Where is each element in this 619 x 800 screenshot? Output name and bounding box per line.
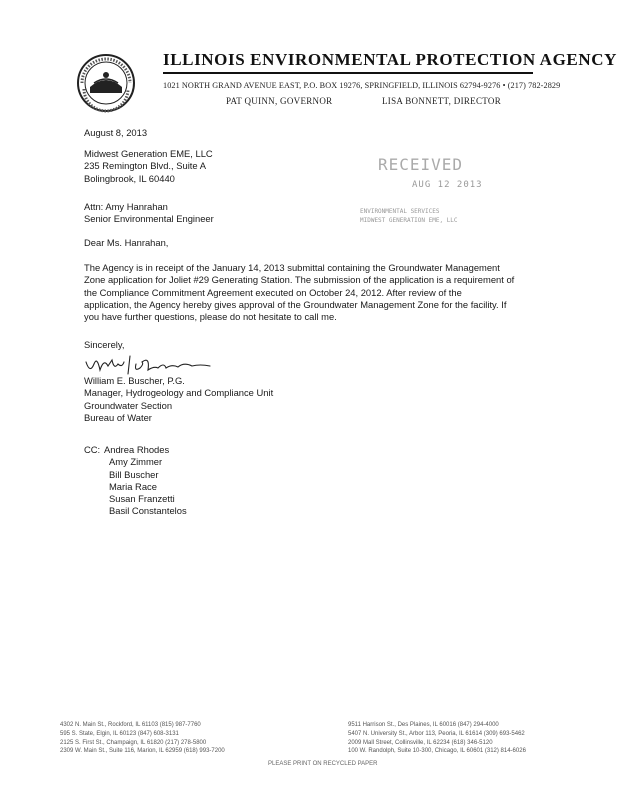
director-name: LISA BONNETT, DIRECTOR: [382, 96, 502, 106]
attention-block: [84, 201, 214, 226]
received-stamp-line: ENVIRONMENTAL SERVICES: [360, 208, 440, 215]
cc-list: [84, 444, 187, 517]
footer-office: 2309 W. Main St., Suite 116, Marion, IL 62959 (618) 993-7200: [60, 748, 225, 755]
footer-offices-right: [348, 721, 526, 756]
footer-office: 2125 S. First St., Champaign, IL 61820 (217) 278-5800: [60, 739, 207, 746]
footer-office: 9511 Harrison St., Des Plaines, IL 60016 (847) 294-4000: [348, 722, 499, 728]
recycled-paper-note: PLEASE PRINT ON RECYCLED PAPER: [268, 761, 378, 767]
letter-body: [84, 262, 544, 323]
body-line: Zone application for Joliet #29 Generating Station. The submission of the application is a requirement of: [84, 274, 515, 286]
cc-name: Maria Race: [109, 480, 157, 492]
recipient-street: 235 Remington Blvd., Suite A: [84, 160, 206, 172]
recipient-city: Bolingbrook, IL 60440: [84, 172, 175, 184]
attention-title: Senior Environmental Engineer: [84, 213, 214, 225]
body-line: The Agency is in receipt of the January 14, 2013 submittal containing the Groundwater Management: [84, 262, 500, 273]
cc-name: Andrea Rhodes: [104, 444, 170, 455]
footer-office: 4302 N. Main St., Rockford, IL 61103 (815) 987-7760: [60, 722, 201, 728]
received-stamp-title: RECEIVED: [378, 155, 464, 174]
recipient-company: Midwest Generation EME, LLC: [84, 148, 213, 159]
footer-office: 100 W. Randolph, Suite 10-300, Chicago, IL 60601 (312) 814-6026: [348, 748, 526, 755]
received-stamp-date: AUG 12 2013: [412, 180, 483, 190]
cc-name: Amy Zimmer: [109, 456, 163, 468]
signer-title: Manager, Hydrogeology and Compliance Unit: [84, 387, 274, 399]
body-line: the Compliance Commitment Agreement executed on October 24, 2012. After review of the: [84, 286, 462, 298]
signer-section: Groundwater Section: [84, 399, 173, 411]
received-stamp-lines: [360, 207, 458, 225]
attention-line: Attn: Amy Hanrahan: [84, 201, 168, 212]
illinois-epa-seal-icon: [76, 53, 136, 113]
closing: Sincerely,: [84, 339, 125, 350]
received-stamp-line: MIDWEST GENERATION EME, LLC: [360, 217, 458, 224]
cc-name: Susan Franzetti: [109, 493, 175, 505]
footer-office: 5407 N. University St., Arbor 113, Peoria, IL 61614 (309) 693-5462: [348, 730, 525, 737]
cc-name: Basil Constantelos: [109, 505, 187, 517]
cc-label: CC:: [84, 444, 101, 455]
agency-name: ILLINOIS ENVIRONMENTAL PROTECTION AGENCY: [163, 50, 617, 69]
signer-name: William E. Buscher, P.G.: [84, 375, 185, 386]
signer-bureau: Bureau of Water: [84, 411, 152, 423]
body-line: application, the Agency hereby gives approval of the Groundwater Management Zone for the facility. If: [84, 298, 507, 310]
agency-address: 1021 NORTH GRAND AVENUE EAST, P.O. BOX 19276, SPRINGFIELD, ILLINOIS 62794-9276 • (217) 782-2829: [163, 81, 561, 90]
signature-block: [84, 375, 273, 424]
footer-offices-left: [60, 721, 225, 756]
letter-date: August 8, 2013: [84, 127, 148, 138]
footer-office: 595 S. State, Elgin, IL 60123 (847) 608-3131: [60, 730, 179, 737]
footer-office: 2009 Mall Street, Collinsville, IL 62234 (618) 346-5120: [348, 739, 493, 746]
cc-name: Bill Buscher: [109, 468, 159, 480]
letterhead-rule: [163, 72, 533, 74]
body-line: you have further questions, please do not hesitate to call me.: [84, 311, 337, 323]
salutation: Dear Ms. Hanrahan,: [84, 237, 169, 248]
governor-name: PAT QUINN, GOVERNOR: [226, 96, 333, 106]
recipient-address: [84, 148, 213, 185]
